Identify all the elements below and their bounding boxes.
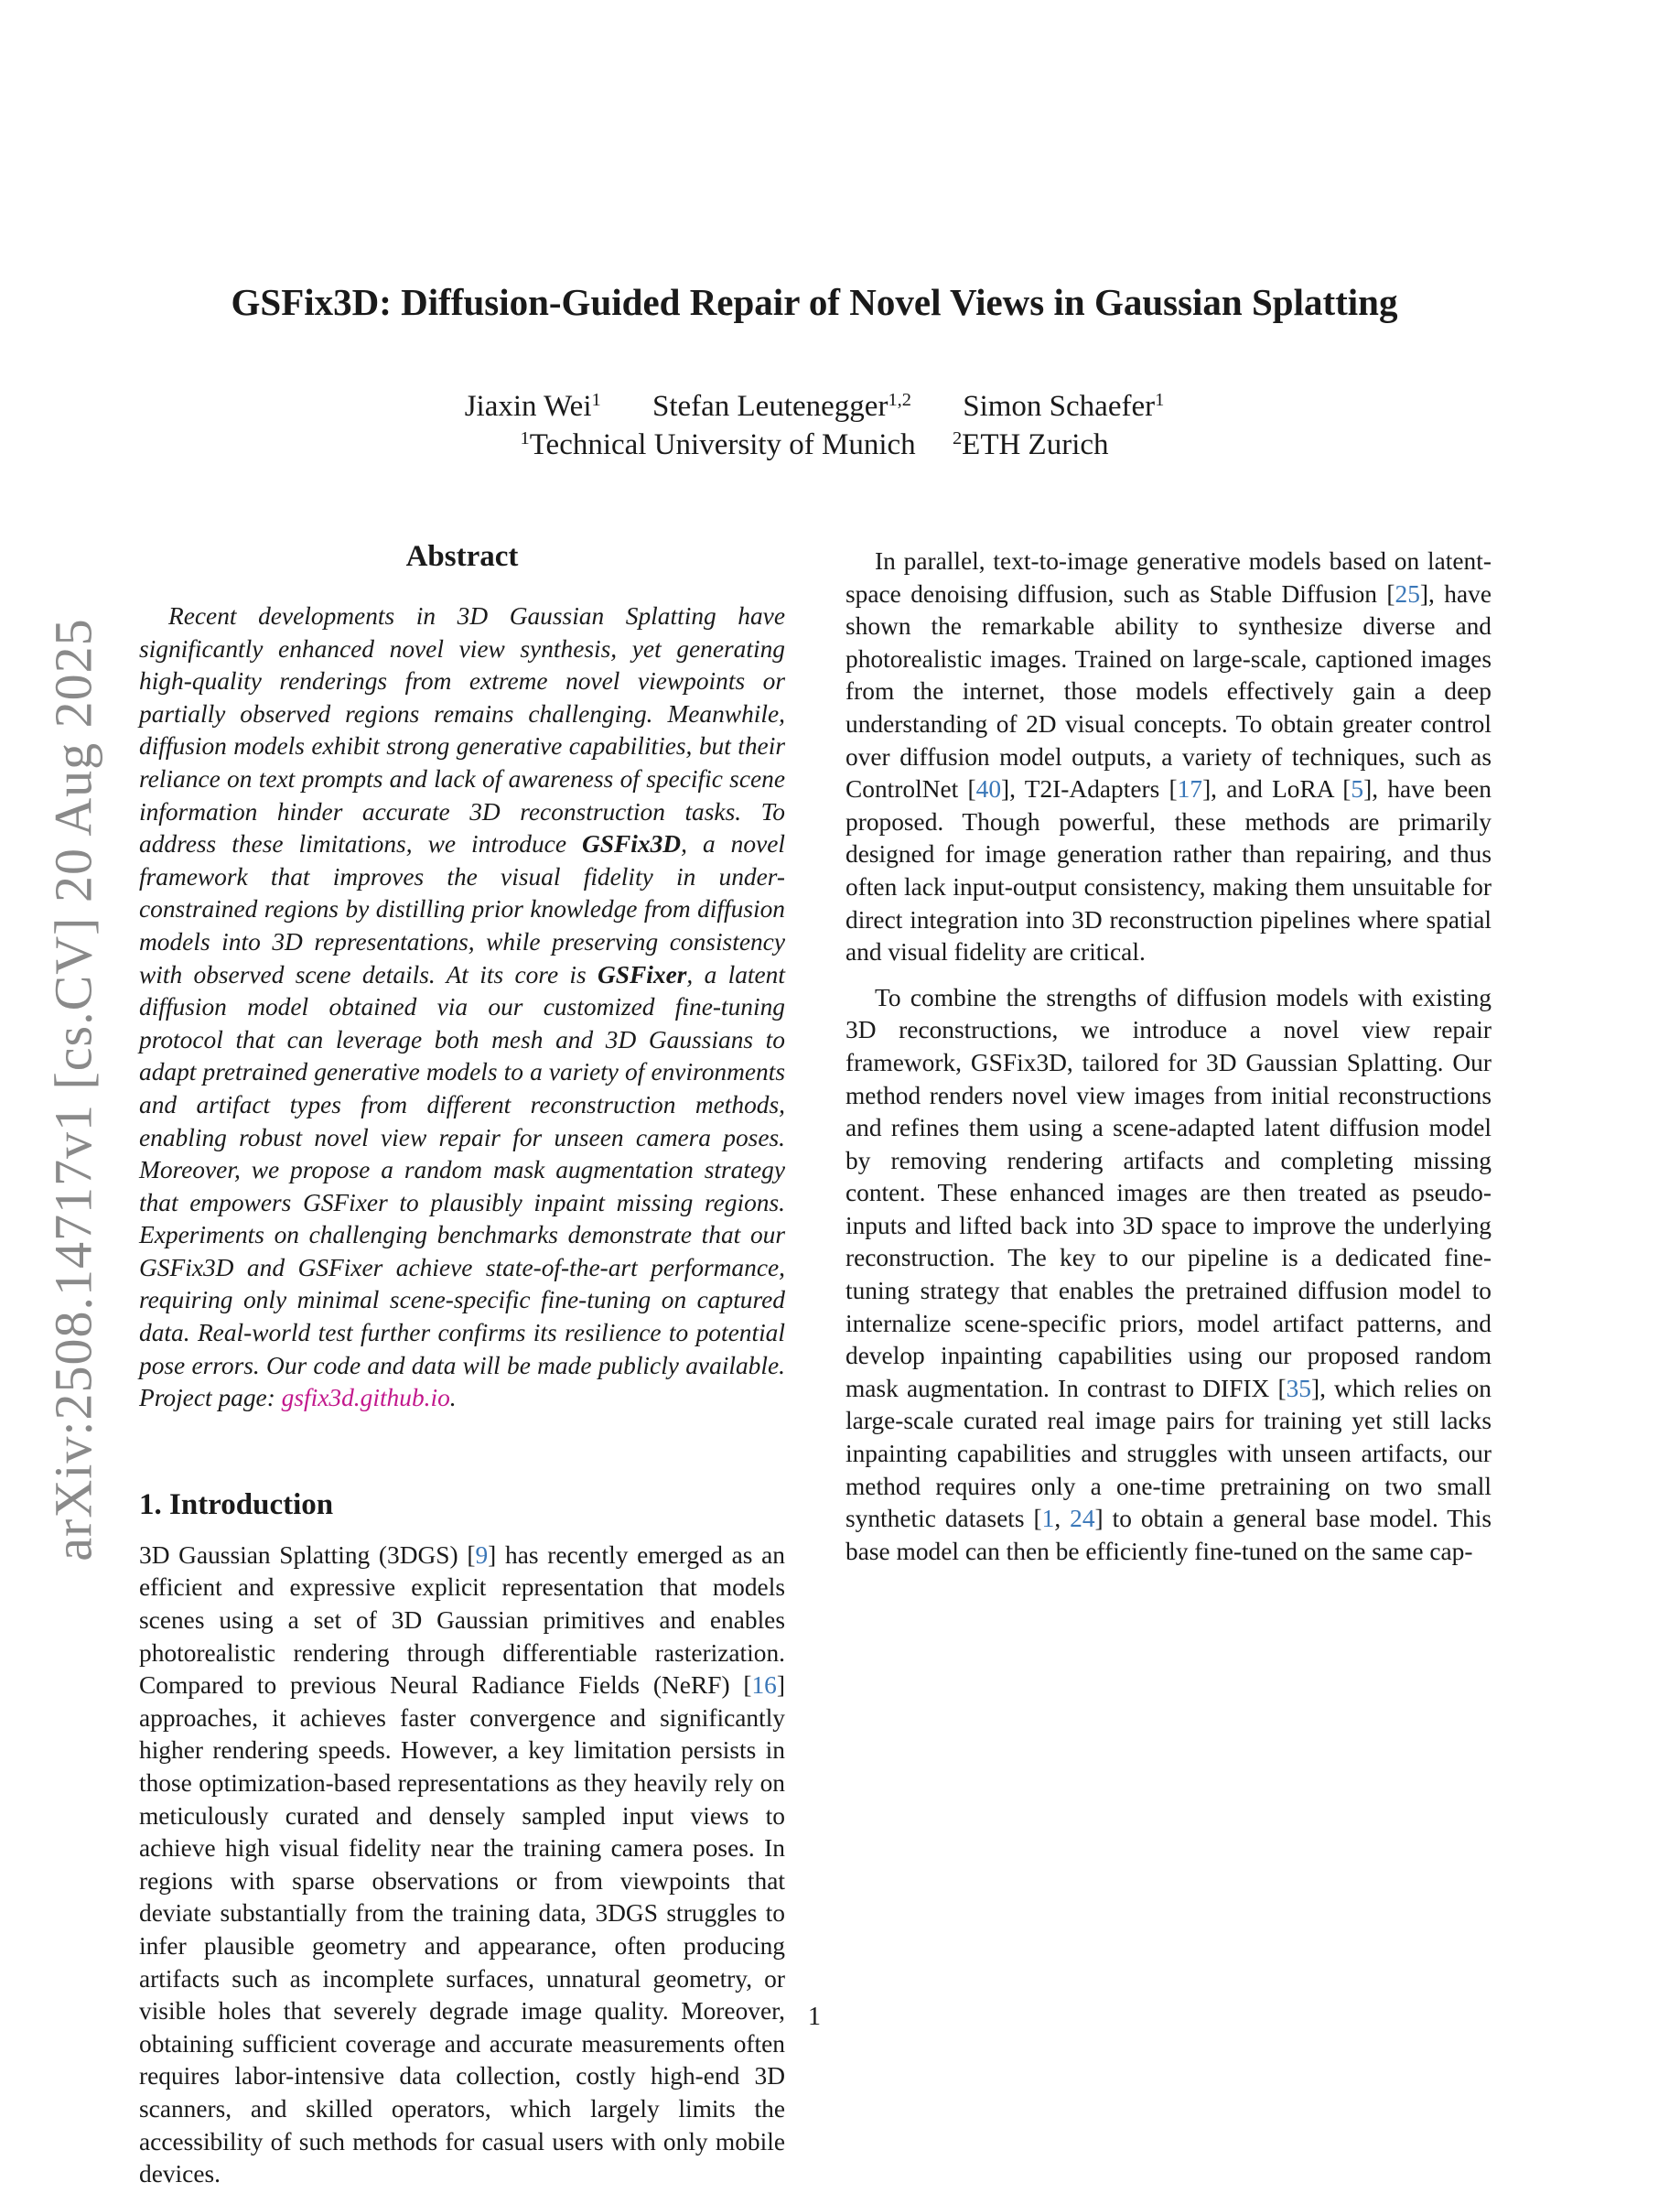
citation-link[interactable]: 24 [1070,1505,1095,1533]
citation-link[interactable]: 35 [1286,1374,1311,1402]
citation-link[interactable]: 17 [1177,775,1203,804]
citation-link[interactable]: 40 [975,775,1002,804]
citation-link[interactable]: 25 [1395,579,1420,608]
affiliation-list [0,428,1629,462]
author-list [0,390,1629,424]
citation-link[interactable]: 1 [1041,1505,1055,1533]
intro-paragraph-3: To combine the strengths of diffusion models with existing 3D reconstructions, we introduce a novel view repair framework, GSFix3D, tailored for 3D Gaussian Splatting. Our method renders novel view images from initial reconstructions and refines them using a scene-adapted latent diffusion model by removing rendering artifacts and completing missing content. These enhanced images are then treated as pseudo-inputs and lifted back into 3D space to improve the underlying reconstruction. The key to our pipeline is a dedicated fine-tuning strategy that enables the pretrained diffusion model to internalize scene-specific priors, model artifact patterns, and develop inpainting capabilities using our proposed random mask augmentation. In contrast to DIFIX [35], which relies on large-scale curated real image pairs for training yet still lacks inpainting capabilities and struggles with unseen artifacts, our method requires only a one-time pretraining on two small synthetic datasets [1, 24] to obtain a general base model. This base model can then be efficiently fine-tuned on the same cap- [845,983,1492,1565]
affiliation-2: $^2$ETH Zurich [952,427,1109,461]
introduction-heading: 1. Introduction [139,1487,334,1521]
project-page-link[interactable]: gsfix3d.github.io [281,1384,450,1412]
citation-link[interactable]: 5 [1351,775,1364,804]
affiliation-1: $^1$Technical University of Munich [520,427,916,461]
abstract-text: Recent developments in 3D Gaussian Splatting have significantly enhanced novel view synthesis, yet generating high-quality renderings from extreme novel viewpoints or partially observed regions remains challenging. Meanwhile, diffusion models exhibit strong generative capabilities, but their reliance on text prompts and lack of awareness of specific scene information hinder accurate 3D reconstruction tasks. To address these limitations, we introduce GSFix3D, a novel framework that improves the visual fidelity in under-constrained regions by distilling prior knowledge from diffusion models into 3D representations, while preserving consistency with observed scene details. At its core is GSFixer, a latent diffusion model obtained via our customized fine-tuning protocol that can leverage both mesh and 3D Gaussians to adapt pretrained generative models to a variety of environments and artifact types from different reconstruction methods, enabling robust novel view repair for unseen camera poses. Moreover, we propose a random mask augmentation strategy that empowers GSFixer to plausibly inpaint missing regions. Experiments on challenging benchmarks demonstrate that our GSFix3D and GSFixer achieve state-of-the-art performance, requiring only minimal scene-specific fine-tuning on captured data. Real-world test further confirms its resilience to potential pose errors. Our code and data will be made publicly available. Project page: gsfix3d.github.io. [139,602,785,1412]
author-3: Simon Schaefer$^1$ [963,389,1165,423]
page-number: 1 [808,2003,821,2031]
author-1: Jiaxin Wei$^1$ [464,389,601,423]
gsfix3d-bold: GSFix3D [582,830,682,859]
intro-paragraph-1: 3D Gaussian Splatting (3DGS) [9] has recently emerged as an efficient and expressive explicit representation that models scenes using a set of 3D Gaussian primitives and enables photorealistic rendering through differentiable rasterization. Compared to previous Neural Radiance Fields (NeRF) [16] approaches, it achieves faster convergence and significantly higher rendering speeds. However, a key limitation persists in those optimization-based representations as they heavily rely on meticulously curated and densely sampled input views to achieve high visual fidelity near the training camera poses. In regions with sparse observations or from viewpoints that deviate substantially from the training data, 3DGS struggles to infer plausible geometry and appearance, often producing artifacts such as incomplete surfaces, unnatural geometry, or visible holes that severely degrade image quality. Moreover, obtaining sufficient coverage and accurate measurements often requires labor-intensive data collection, costly high-end 3D scanners, and skilled operators, which largely limits the accessibility of such methods for casual users with only mobile devices. [139,1540,785,2188]
left-column [139,538,785,2204]
arxiv-id: arXiv:2508.14717v1 [cs.CV] 20 Aug 2025 [43,617,103,1561]
arxiv-sidebar [37,604,110,1574]
paper-title: GSFix3D: Diffusion-Guided Repair of Novel Views in Gaussian Splatting [231,281,1398,323]
citation-link[interactable]: 9 [475,1540,489,1569]
right-column [845,546,1492,1581]
gsfixer-bold: GSFixer [598,960,687,989]
intro-paragraph-2: In parallel, text-to-image generative models based on latent-space denoising diffusion, such as Stable Diffusion [25], have shown the remarkable ability to synthesize diverse and photorealistic images. Trained on large-scale, captioned images from the internet, those models effectively gain a deep understanding of 2D visual concepts. To obtain greater control over diffusion model outputs, a variety of techniques, such as ControlNet [40], T2I-Adapters [17], and LoRA [5], have been proposed. Though powerful, these methods are primarily designed for image generation rather than repairing, and thus often lack input-output consistency, making them unsuitable for direct integration into 3D reconstruction pipelines where spatial and visual fidelity are critical. [845,547,1492,967]
citation-link[interactable]: 16 [751,1671,777,1700]
abstract-heading: Abstract [405,540,519,573]
author-2: Stefan Leutenegger$^{1,2}$ [652,389,911,423]
